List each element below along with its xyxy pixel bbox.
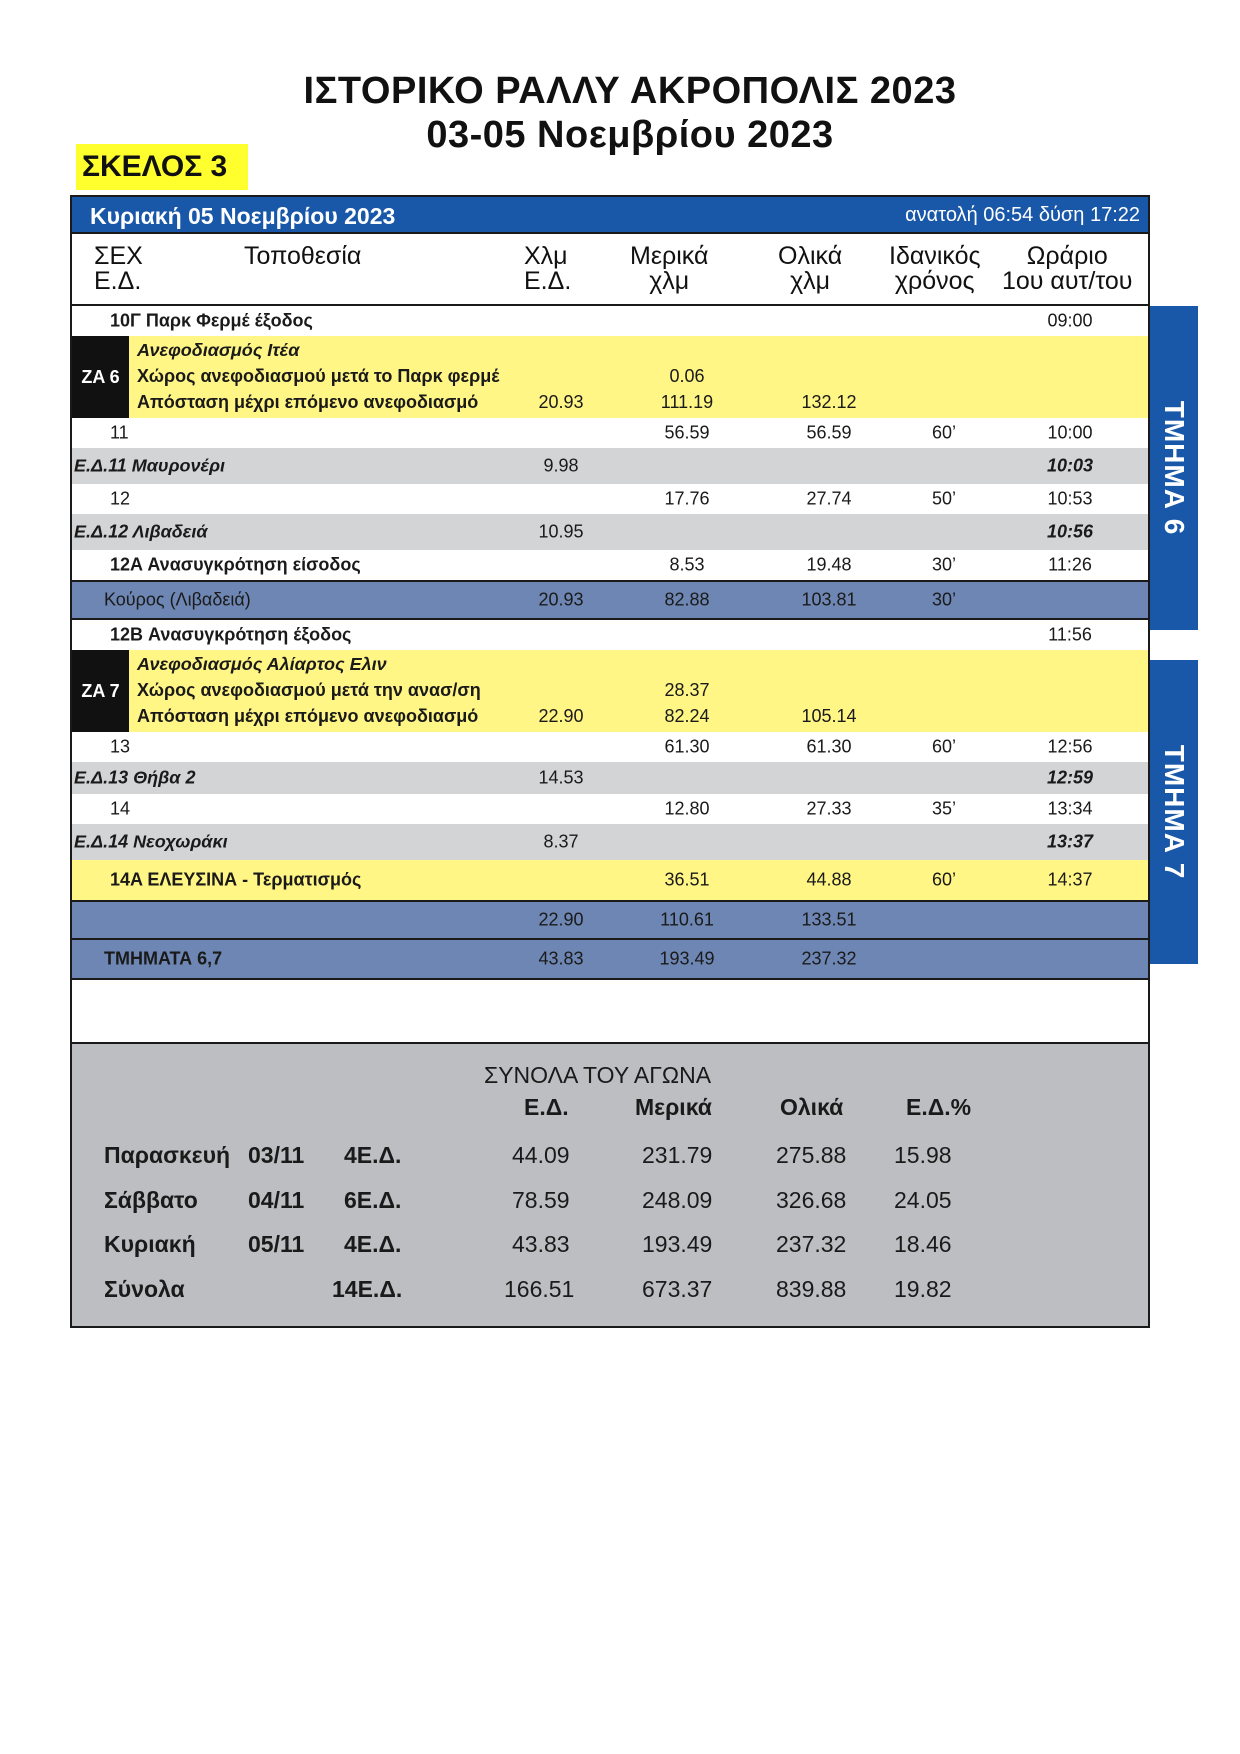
totals-total: 326.68	[776, 1187, 847, 1213]
row-time: 11:26	[1048, 554, 1092, 575]
refuel-distance-partial: 82.24	[664, 706, 710, 726]
row-location: 12A Ανασυγκρότηση είσοδος	[110, 554, 361, 575]
totals-total: 275.88	[776, 1142, 847, 1168]
row-time: 10:53	[1047, 488, 1093, 509]
row-total: 237.32	[801, 948, 857, 969]
table-row	[72, 620, 1148, 650]
refuel-title: Ανεφοδιασμός Αλίαρτος Ελιν	[137, 654, 387, 674]
row-location: 12B Ανασυγκρότηση έξοδος	[110, 624, 352, 645]
row-time: 10:00	[1047, 422, 1093, 443]
row-km: 22.90	[538, 909, 584, 930]
row-ideal: 35’	[931, 798, 957, 819]
row-time: 10:56	[1046, 521, 1094, 542]
row-ideal: 60’	[931, 869, 957, 890]
totals-pct: 18.46	[894, 1231, 952, 1257]
totals-pct: 24.05	[894, 1187, 952, 1213]
totals-day: Σύνολα	[104, 1276, 185, 1302]
row-total: 103.81	[801, 589, 857, 610]
row-partial: 36.51	[664, 869, 710, 890]
row-total: 56.59	[806, 422, 852, 443]
row-partial: 17.76	[664, 488, 710, 509]
row-location: Ε.Δ.11 Μαυρονέρι	[74, 455, 225, 476]
totals-count: 4Ε.Δ.	[344, 1142, 402, 1168]
row-time: 12:59	[1046, 767, 1094, 788]
refuel-distance-total: 105.14	[801, 706, 857, 726]
col-ideal-time: Ιδανικός χρόνος	[889, 242, 981, 295]
row-total: 19.48	[806, 554, 852, 575]
row-location: 12	[110, 488, 131, 509]
row-partial: 61.30	[664, 736, 710, 757]
row-time: 13:37	[1046, 831, 1094, 852]
row-location: 11	[110, 422, 129, 443]
totals-partial: 248.09	[642, 1187, 713, 1213]
row-total: 27.74	[806, 488, 852, 509]
row-total: 27.33	[806, 798, 852, 819]
table-row	[72, 484, 1148, 514]
col-partial-km: Μερικά χλμ	[630, 242, 709, 295]
totals-date: 05/11	[248, 1231, 305, 1257]
row-ideal: 50’	[931, 488, 957, 509]
row-location: Ε.Δ.13 Θήβα 2	[74, 767, 196, 788]
refuel-area: Χώρος ανεφοδιασμού μετά την ανασ/ση	[137, 680, 481, 700]
row-location: Ε.Δ.14 Νεοχωράκι	[74, 831, 228, 852]
row-location: Ε.Δ.12 Λιβαδειά	[74, 521, 208, 542]
document-dates: 03-05 Νοεμβρίου 2023	[426, 114, 834, 156]
totals-header-ss: Ε.Δ.	[524, 1094, 569, 1120]
row-location: 14A ΕΛΕΥΣΙΝΑ - Τερματισμός	[110, 869, 362, 890]
row-km: 14.53	[538, 767, 584, 788]
totals-ss: 43.83	[512, 1231, 570, 1257]
col-tc-ss: ΣΕΧ Ε.Δ.	[94, 242, 143, 295]
totals-partial: 231.79	[642, 1142, 713, 1168]
row-time: 10:03	[1046, 455, 1094, 476]
column-headers	[72, 234, 1148, 306]
totals-title: ΣΥΝΟΛΑ ΤΟΥ ΑΓΩΝΑ	[484, 1062, 712, 1088]
document-title: ΙΣΤΟΡΙΚΟ ΡΑΛΛΥ ΑΚΡΟΠΟΛΙΣ 2023	[303, 70, 957, 112]
totals-header-pct: Ε.Δ.%	[906, 1094, 972, 1120]
table-row	[72, 306, 1148, 336]
row-partial: 56.59	[664, 422, 710, 443]
event-totals	[72, 1044, 1148, 1326]
table-row-finish	[72, 860, 1148, 900]
section-6-label: ΤΜΗΜΑ 6	[1159, 400, 1190, 536]
refuel-area: Χώρος ανεφοδιασμού μετά το Παρκ φερμέ	[137, 366, 500, 386]
totals-total: 839.88	[776, 1276, 847, 1302]
refuel-distance-km: 20.93	[538, 392, 584, 412]
leg-badge: ΣΚΕΛΟΣ 3	[76, 144, 248, 190]
row-time: 14:37	[1047, 869, 1093, 890]
row-location: 10Γ Παρκ Φερμέ έξοδος	[110, 310, 313, 331]
row-total: 133.51	[801, 909, 857, 930]
totals-count: 6Ε.Δ.	[344, 1187, 402, 1213]
itinerary-table	[70, 195, 1150, 1328]
refuel-distance-total: 132.12	[801, 392, 857, 412]
totals-partial: 193.49	[642, 1231, 713, 1257]
totals-count: 14Ε.Δ.	[332, 1276, 403, 1302]
row-km: 20.93	[538, 589, 584, 610]
spacer-row	[72, 980, 1148, 1044]
row-ideal: 60’	[931, 422, 957, 443]
col-location: Τοποθεσία	[244, 242, 362, 270]
refuel-distance: Απόσταση μέχρι επόμενο ανεφοδιασμό	[137, 392, 479, 412]
row-time: 11:56	[1048, 624, 1092, 645]
row-partial: 82.88	[664, 589, 710, 610]
totals-day: Παρασκευή	[104, 1142, 231, 1168]
day-label: Κυριακή 05 Νοεμβρίου 2023	[90, 203, 396, 229]
table-row	[72, 550, 1148, 580]
totals-pct: 19.82	[894, 1276, 952, 1302]
totals-date: 03/11	[248, 1142, 305, 1168]
row-time: 09:00	[1047, 310, 1093, 331]
row-location: ΤΜΗΜΑΤΑ 6,7	[104, 948, 223, 969]
row-partial: 12.80	[664, 798, 710, 819]
totals-date: 04/11	[248, 1187, 305, 1213]
refuel-area-partial: 28.37	[664, 680, 710, 700]
row-km: 9.98	[543, 455, 579, 476]
totals-ss: 78.59	[512, 1187, 570, 1213]
table-row-stage	[72, 514, 1148, 550]
refuel-zone-code: ZA 7	[72, 650, 129, 732]
table-row	[72, 418, 1148, 448]
totals-count: 4Ε.Δ.	[344, 1231, 402, 1257]
day-header	[72, 197, 1148, 234]
refuel-distance-partial: 111.19	[660, 392, 714, 412]
row-location: 13	[110, 736, 131, 757]
section-7-summary	[72, 900, 1148, 940]
refuel-zone-6	[72, 336, 1148, 418]
section-7-tab	[1150, 660, 1198, 964]
table-row-regroup	[72, 580, 1148, 620]
col-total-km: Ολικά χλμ	[778, 242, 843, 295]
refuel-zone-code: ZA 6	[72, 336, 129, 418]
totals-ss: 44.09	[512, 1142, 570, 1168]
table-row	[72, 732, 1148, 762]
sections-6-7-summary	[72, 940, 1148, 980]
totals-header-total: Ολικά	[780, 1094, 844, 1120]
row-ideal: 30’	[931, 589, 957, 610]
section-6-tab	[1150, 306, 1198, 630]
refuel-area-partial: 0.06	[669, 366, 705, 386]
totals-partial: 673.37	[642, 1276, 713, 1302]
table-row	[72, 794, 1148, 824]
row-km: 43.83	[538, 948, 584, 969]
col-schedule: Ωράριο 1ου αυτ/του	[1002, 242, 1133, 295]
row-partial: 8.53	[669, 554, 705, 575]
table-row-stage	[72, 762, 1148, 794]
totals-day: Κυριακή	[104, 1231, 196, 1257]
row-total: 61.30	[806, 736, 852, 757]
row-partial: 110.61	[660, 909, 714, 930]
refuel-title: Ανεφοδιασμός Ιτέα	[137, 340, 300, 360]
col-ss-km: Χλμ Ε.Δ.	[524, 242, 572, 295]
row-ideal: 60’	[931, 736, 957, 757]
row-location: Κούρος (Λιβαδειά)	[104, 589, 251, 610]
row-total: 44.88	[806, 869, 852, 890]
refuel-zone-7	[72, 650, 1148, 732]
row-location: 14	[110, 798, 131, 819]
section-7-label: ΤΜΗΜΑ 7	[1159, 744, 1190, 880]
row-km: 8.37	[543, 831, 579, 852]
refuel-distance: Απόσταση μέχρι επόμενο ανεφοδιασμό	[137, 706, 479, 726]
totals-header-partial: Μερικά	[635, 1094, 712, 1120]
table-row-stage	[72, 448, 1148, 484]
row-time: 13:34	[1047, 798, 1093, 819]
totals-day: Σάββατο	[104, 1187, 198, 1213]
row-time: 12:56	[1047, 736, 1093, 757]
row-partial: 193.49	[659, 948, 715, 969]
row-ideal: 30’	[931, 554, 957, 575]
row-km: 10.95	[538, 521, 584, 542]
totals-pct: 15.98	[894, 1142, 952, 1168]
totals-total: 237.32	[776, 1231, 847, 1257]
totals-ss: 166.51	[504, 1276, 575, 1302]
refuel-distance-km: 22.90	[538, 706, 584, 726]
sunrise-sunset: ανατολή 06:54 δύση 17:22	[905, 204, 1140, 226]
table-row-stage	[72, 824, 1148, 860]
